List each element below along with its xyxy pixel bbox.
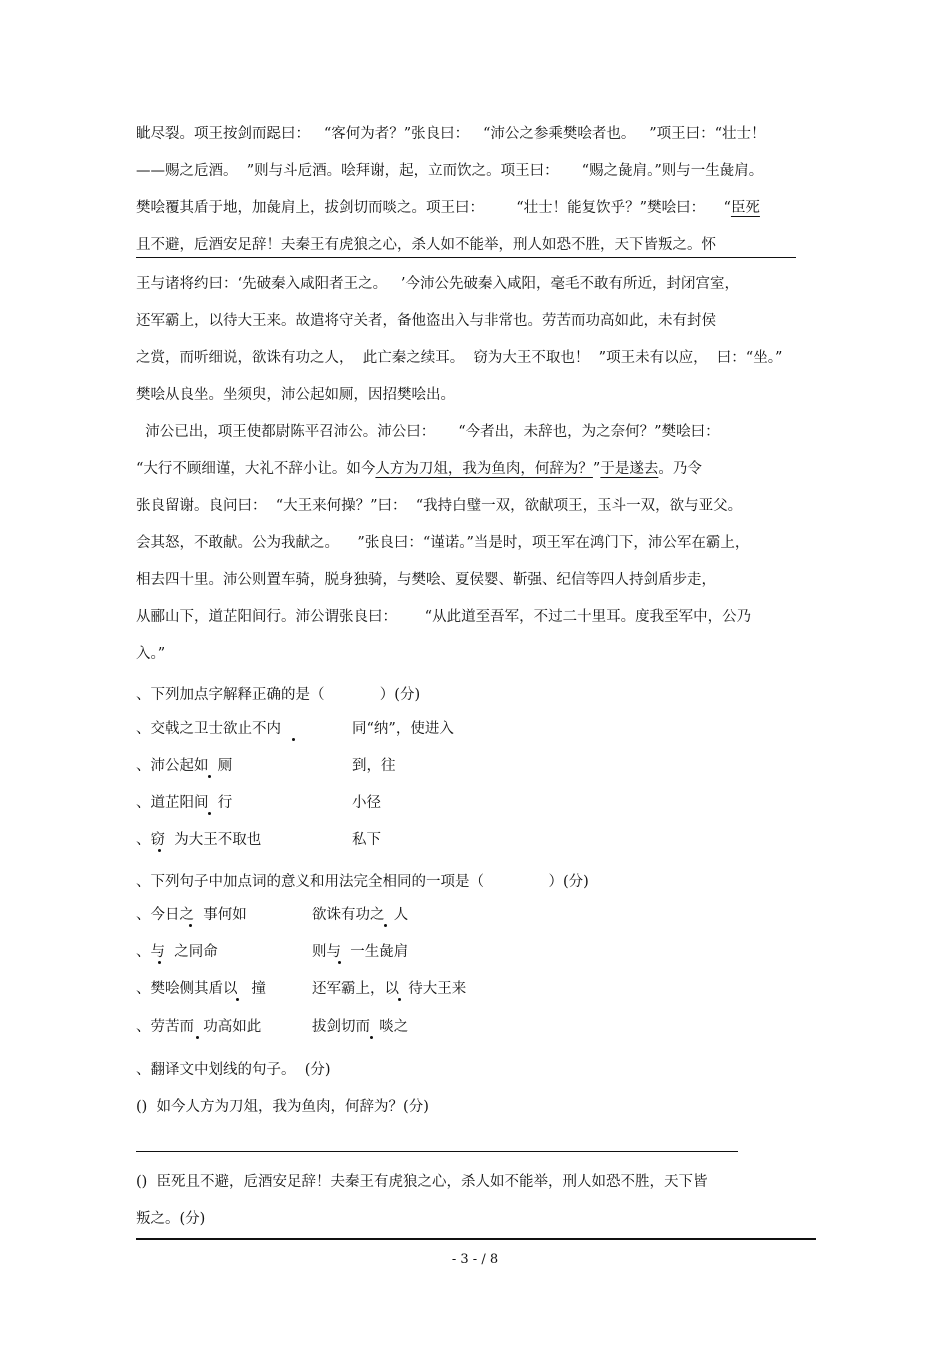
- passage-line-10-text: “大行不顾细谨，大礼不辞小让。如今: [136, 461, 376, 477]
- passage-line-13: 相去四十里。沛公则置车骑，脱身独骑，与樊哙、夏侯婴、靳强、纪信等四人持剑盾步走，: [136, 572, 716, 588]
- answer-line: [136, 1151, 738, 1152]
- emphasis-dot: [370, 1036, 373, 1039]
- emphasis-dot: [189, 924, 192, 927]
- emphasis-dot: [398, 998, 401, 1001]
- passage-line-4: [136, 235, 716, 255]
- passage-line-6: 还军霸上，以待大王来。故遣将守关者，备他盗出入与非常也。劳苦而功高如此，未有封侯: [136, 313, 716, 329]
- q3-item-2-line-2: 叛之。(分): [136, 1211, 206, 1227]
- q3-item-2-line-1: () 臣死且不避，卮酒安足辞！夫秦王有虎狼之心，杀人如不能举，刑人如恐不胜，天下皆: [136, 1174, 708, 1190]
- q2-option-b-left: 、与 之同命: [136, 944, 218, 960]
- q1-option-b: 、沛公起如 厕: [136, 758, 233, 774]
- q1-option-c-gloss: 小径: [352, 795, 381, 811]
- emphasis-dot: [208, 812, 211, 815]
- q2-option-a-right: 欲诛有功之 人: [312, 907, 409, 923]
- emphasis-dot: [338, 961, 341, 964]
- passage-line-5: 王与诸将约曰：‘先破秦入咸阳者王之。 ’今沛公先破秦入咸阳，毫毛不敢有所近，封闭宫室，: [136, 276, 740, 292]
- underlined-sentence-a-start: 臣死: [730, 200, 760, 216]
- passage-line-8: 樊哙从良坐。坐须臾，沛公起如厕，因招樊哙出。: [136, 387, 455, 403]
- q3-item-1: () 如今人方为刀俎，我为鱼肉，何辞为？(分): [136, 1099, 429, 1115]
- emphasis-dot: [384, 924, 387, 927]
- page-number: - 3 - / 8: [451, 1252, 499, 1267]
- q1-option-d-gloss: 私下: [352, 832, 381, 848]
- passage-line-1: 眦尽裂。项王按剑而跽曰： “客何为者？”张良曰： “沛公之参乘樊哙者也。 ”项王曰：“壮士！: [136, 126, 766, 142]
- passage-line-10: [136, 459, 702, 479]
- emphasis-dot: [208, 775, 211, 778]
- passage-line-12: 会其怒，不敢献。公为我献之。 ”张良曰：“谨诺。”当是时，项王军在鸿门下，沛公军在霸上，: [136, 535, 750, 551]
- q1-option-a-gloss: 同“纳”，使进入: [352, 721, 454, 737]
- emphasis-dot: [292, 738, 295, 741]
- q2-option-d-right: 拔剑切而 啖之: [312, 1019, 409, 1035]
- question-2-stem: 、下列句子中加点词的意义和用法完全相同的一项是（ ）(分): [136, 874, 589, 890]
- q2-option-b-right: 则与 一生彘肩: [312, 944, 409, 960]
- emphasis-dot: [236, 998, 239, 1001]
- passage-line-11: 张良留谢。良问曰： “大王来何操？”曰： “我持白璧一双，欲献项王，玉斗一双，欲与亚父。: [136, 498, 743, 514]
- emphasis-dot: [158, 961, 161, 964]
- q1-option-d: 、窃 为大王不取也: [136, 832, 262, 848]
- q2-option-d-left: 、劳苦而 功高如此: [136, 1019, 262, 1035]
- q1-option-c: 、道芷阳间 行: [136, 795, 233, 811]
- q2-option-c-left: 、樊哙侧其盾以 撞: [136, 981, 266, 997]
- passage-line-10-tail: 。乃令: [658, 461, 702, 477]
- passage-line-9: 沛公已出，项王使都尉陈平召沛公。沛公曰： “今者出，未辞也，为之奈何？”樊哙曰：: [136, 424, 720, 440]
- passage-line-14: 从郦山下，道芷阳间行。沛公谓张良曰： “从此道至吾军，不过二十里耳。度我至军中，公乃: [136, 609, 752, 625]
- underlined-sentence-a-end: 且不避，卮酒安足辞！夫秦王有虎狼之心，杀人如不能举，刑人如恐不胜，天下皆叛之。怀: [136, 237, 716, 253]
- passage-line-3-text: 樊哙覆其盾于地，加彘肩上，拔剑切而啖之。项王曰： “壮士！能复饮乎？”樊哙曰： “: [136, 200, 731, 216]
- emphasis-dot: [196, 1036, 199, 1039]
- passage-line-2: ——赐之卮酒。 ”则与斗卮酒。哙拜谢，起，立而饮之。项王曰： “赐之彘肩。”则与一生彘肩。: [136, 163, 764, 179]
- emphasis-dot: [158, 849, 161, 852]
- footer-rule: [136, 1238, 816, 1240]
- passage-line-3: [136, 198, 760, 218]
- passage-line-10-quote: ”: [592, 461, 601, 477]
- q2-option-a-left: 、今日之 事何如: [136, 907, 247, 923]
- question-3-stem: 、翻译文中划线的句子。 (分): [136, 1062, 331, 1078]
- underline-rule: [136, 257, 796, 258]
- q2-option-c-right: 还军霸上，以 待大王来: [312, 981, 467, 997]
- passage-line-15: 入。”: [136, 646, 166, 662]
- underlined-sentence-b: 人方为刀俎，我为鱼肉，何辞为？: [375, 461, 593, 477]
- passage-line-7: 之赏，而听细说，欲诛有功之人， 此亡秦之续耳。 窃为大王不取也！ ”项王未有以应， 曰：“坐。”: [136, 350, 783, 366]
- underlined-phrase-c: 于是遂去: [600, 461, 659, 477]
- question-1-stem: 、下列加点字解释正确的是（ ）(分): [136, 687, 421, 703]
- q1-option-b-gloss: 到，往: [352, 758, 396, 774]
- q1-option-a: 、交戟之卫士欲止不内: [136, 721, 281, 737]
